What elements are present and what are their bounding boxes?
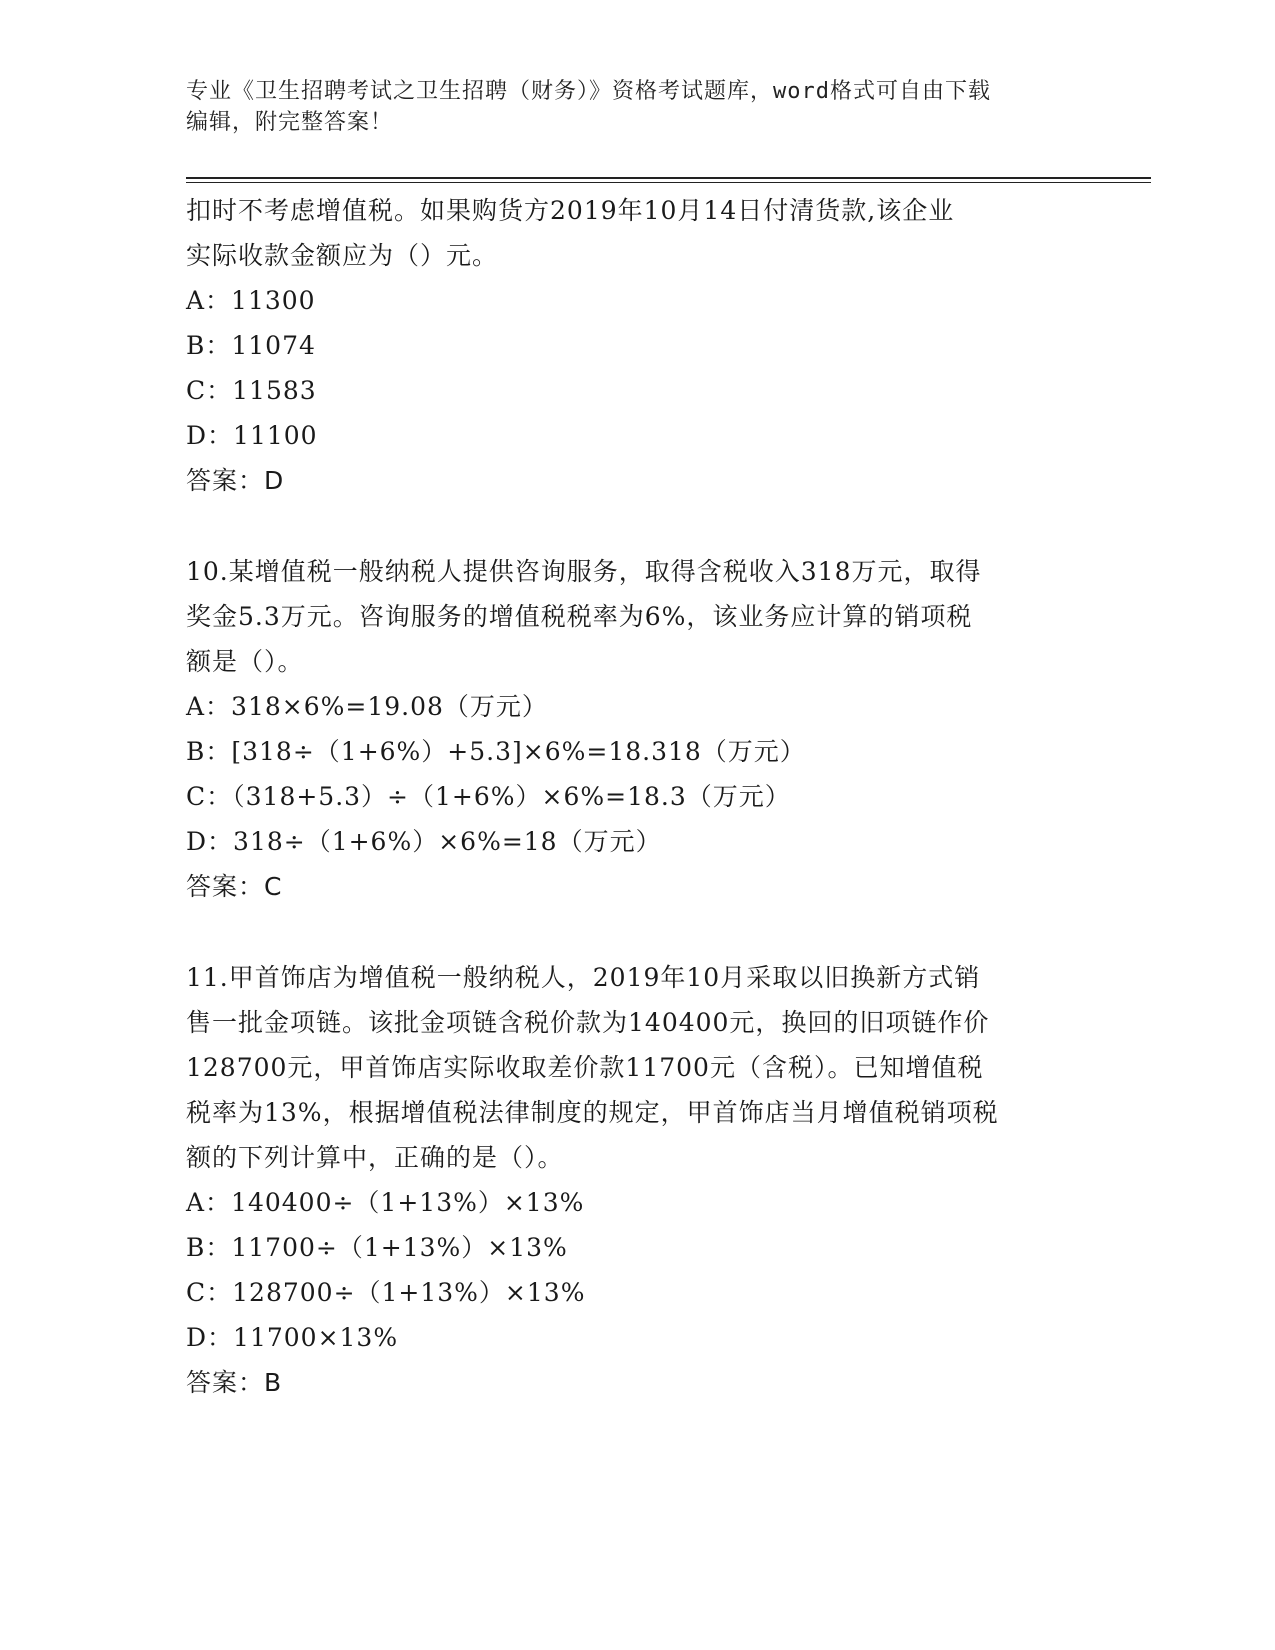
option-c: C：128700÷（1+13%）×13%: [186, 1278, 586, 1307]
question-9: [186, 188, 1086, 503]
question-stem-line: 售一批金项链。该批金项链含税价款为140400元，换回的旧项链作价: [186, 1008, 990, 1037]
question-11: [186, 955, 1086, 1405]
answer-line: 答案：C: [186, 872, 283, 901]
option-b: B：[318÷（1+6%）+5.3]×6%=18.318（万元）: [186, 737, 806, 766]
question-stem-line: 奖金5.3万元。咨询服务的增值税税率为6%，该业务应计算的销项税: [186, 602, 973, 631]
option-d: D：11100: [186, 421, 318, 450]
header-divider-thin: [186, 182, 1151, 183]
question-stem-line: 税率为13%，根据增值税法律制度的规定，甲首饰店当月增值税销项税: [186, 1098, 999, 1127]
question-stem-line: 128700元，甲首饰店实际收取差价款11700元（含税）。已知增值税: [186, 1053, 984, 1082]
option-b: B：11074: [186, 331, 316, 360]
header-line-1: 专业《卫生招聘考试之卫生招聘（财务）》资格考试题库，word格式可自由下载: [186, 79, 991, 104]
question-stem-line: 额是（）。: [186, 647, 304, 676]
option-c: C：（318+5.3）÷（1+6%）×6%=18.3（万元）: [186, 782, 791, 811]
question-10: [186, 549, 1086, 909]
question-stem-line: 10.某增值税一般纳税人提供咨询服务，取得含税收入318万元，取得: [186, 557, 982, 586]
option-d: D：11700×13%: [186, 1323, 399, 1352]
document-body: [186, 188, 1086, 1405]
document-header: [186, 76, 1086, 138]
option-c: C：11583: [186, 376, 317, 405]
answer-line: 答案：D: [186, 466, 285, 495]
header-divider-thick: [186, 177, 1151, 179]
option-a: A：318×6%=19.08（万元）: [186, 692, 548, 721]
question-spacer: [186, 909, 1086, 955]
question-stem-line: 额的下列计算中，正确的是（）。: [186, 1143, 564, 1172]
option-a: A：140400÷（1+13%）×13%: [186, 1188, 585, 1217]
option-a: A：11300: [186, 286, 316, 315]
header-line-2: 编辑，附完整答案！: [186, 110, 394, 135]
question-stem-line: 扣时不考虑增值税。如果购货方2019年10月14日付清货款,该企业: [186, 196, 955, 225]
option-b: B：11700÷（1+13%）×13%: [186, 1233, 568, 1262]
question-spacer: [186, 503, 1086, 549]
option-d: D：318÷（1+6%）×6%=18（万元）: [186, 827, 662, 856]
question-stem-line: 11.甲首饰店为增值税一般纳税人，2019年10月采取以旧换新方式销: [186, 963, 981, 992]
question-stem-line: 实际收款金额应为（）元。: [186, 241, 499, 270]
answer-line: 答案：B: [186, 1368, 283, 1397]
